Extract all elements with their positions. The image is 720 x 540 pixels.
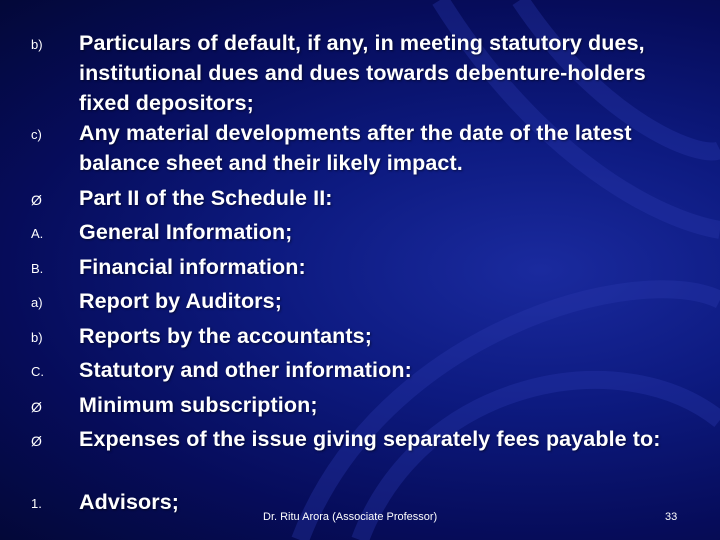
list-item-text: Report by Auditors; (79, 289, 282, 313)
list-marker: 1. (31, 496, 42, 511)
list-item-text: Any material developments after the date of the latest balance sheet and their likely impact. (79, 121, 632, 175)
footer-author: Dr. Ritu Arora (Associate Professor) (263, 511, 438, 523)
list-item-text: Expenses of the issue giving separately fees payable to: (79, 427, 661, 451)
list-item-text: General Information; (79, 220, 293, 244)
list-marker: A. (31, 226, 44, 241)
list-marker: b) (31, 330, 43, 345)
list-marker: b) (31, 37, 43, 52)
list-item-text: Part II of the Schedule II: (79, 186, 333, 210)
page-number: 33 (665, 511, 678, 523)
arrow-bullet-icon: Ø (31, 433, 42, 449)
arrow-bullet-icon: Ø (31, 192, 42, 208)
list-item-text: Financial information: (79, 255, 306, 279)
list-item-text: Minimum subscription; (79, 393, 318, 417)
list-marker: B. (31, 261, 44, 276)
arrow-bullet-icon: Ø (31, 399, 42, 415)
list-item-text: Particulars of default, if any, in meeting statutory dues, institutional dues and dues towards debenture-holders fixed depositors; (79, 31, 646, 115)
list-item-text: Reports by the accountants; (79, 324, 372, 348)
list-marker: C. (31, 364, 44, 379)
list-item-text: Advisors; (79, 490, 180, 514)
list-marker: c) (31, 127, 42, 142)
list-item-text: Statutory and other information: (79, 358, 412, 382)
list-marker: a) (31, 295, 43, 310)
